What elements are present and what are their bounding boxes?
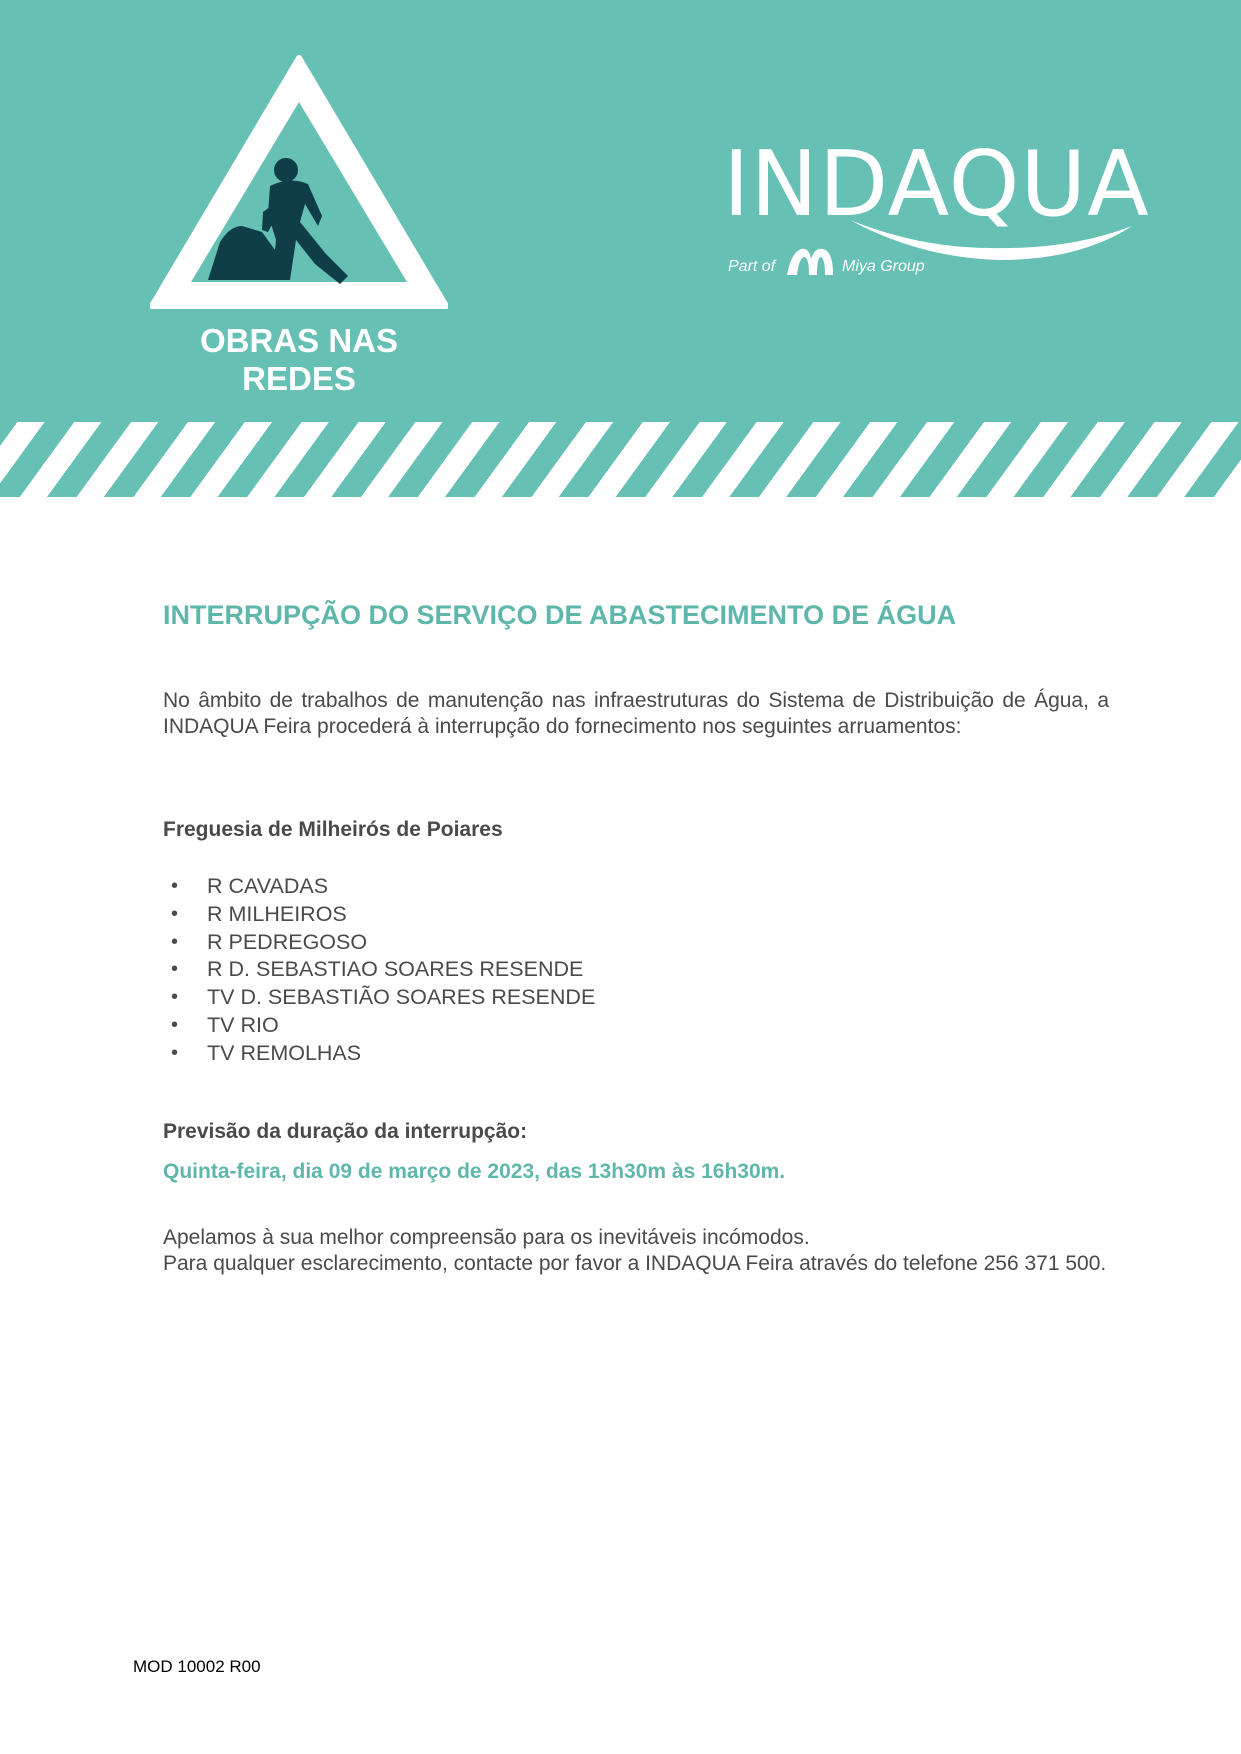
notice-intro: No âmbito de trabalhos de manutenção nas infraestruturas do Sistema de Distribuição de Água, a INDAQUA Feira procederá à interrupção do fornecimento nos seguintes arruamentos: <box>163 689 1109 738</box>
closing-text <box>163 1225 1109 1277</box>
list-item: • R MILHEIROS <box>163 901 595 929</box>
roadworks-warning-icon <box>150 54 448 310</box>
parish-heading: Freguesia de Milheirós de Poiares <box>163 818 503 841</box>
list-item: • TV RIO <box>163 1012 595 1040</box>
list-item: • R CAVADAS <box>163 873 595 901</box>
list-item: • TV D. SEBASTIÃO SOARES RESENDE <box>163 984 595 1012</box>
logo-group-name: Miya Group <box>842 258 925 275</box>
miya-m-icon <box>785 245 835 279</box>
form-code: MOD 10002 R00 <box>133 1657 261 1676</box>
logo-part-of: Part of <box>728 258 776 275</box>
list-item: • R PEDREGOSO <box>163 929 595 957</box>
street-list <box>163 873 595 1068</box>
logo-wave-icon <box>850 214 1135 264</box>
brand-logo-text: INDAQUA <box>723 132 1150 237</box>
hazard-stripes <box>0 422 1241 497</box>
list-item: • TV REMOLHAS <box>163 1040 595 1068</box>
list-item: • R D. SEBASTIAO SOARES RESENDE <box>163 956 595 984</box>
notice-title: INTERRUPÇÃO DO SERVIÇO DE ABASTECIMENTO DE ÁGUA <box>163 600 957 630</box>
sign-caption: OBRAS NAS REDES <box>199 322 399 397</box>
closing-line-1: Apelamos à sua melhor compreensão para os inevitáveis incómodos. <box>163 1226 810 1249</box>
header-banner <box>0 0 1241 497</box>
duration-value: Quinta-feira, dia 09 de março de 2023, das 13h30m às 16h30m. <box>163 1160 786 1183</box>
duration-label: Previsão da duração da interrupção: <box>163 1120 528 1143</box>
closing-line-2: Para qualquer esclarecimento, contacte por favor a INDAQUA Feira através do telefone 256 371 500. <box>163 1252 1107 1275</box>
